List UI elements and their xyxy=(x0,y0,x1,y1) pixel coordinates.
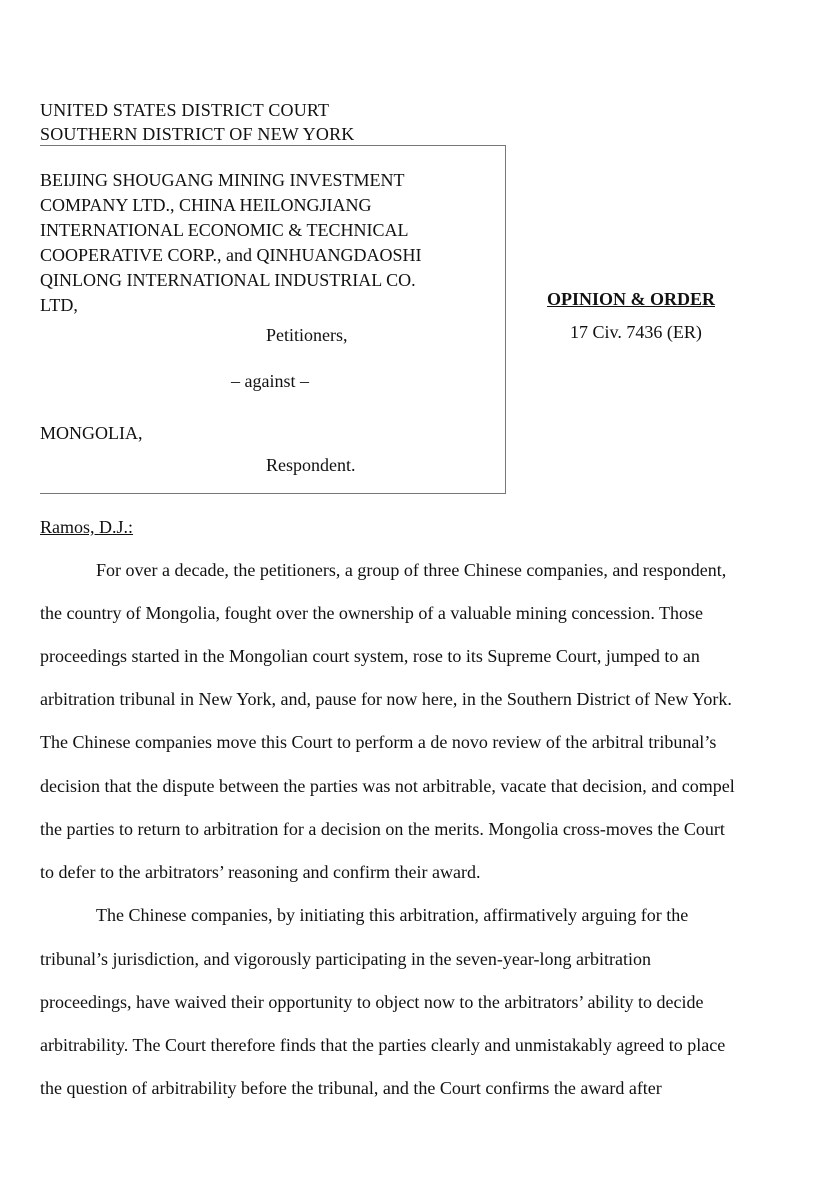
body-line: proceedings started in the Mongolian court system, rose to its Supreme Court, jumped to an xyxy=(40,646,700,666)
body-line: arbitrability. The Court therefore finds that the parties clearly and unmistakably agreed to place xyxy=(40,1035,726,1055)
body-line: proceedings, have waived their opportunity to object now to the arbitrators’ ability to decide xyxy=(40,992,704,1012)
court-name: UNITED STATES DISTRICT COURT xyxy=(40,100,330,120)
petitioner-line: INTERNATIONAL ECONOMIC & TECHNICAL xyxy=(40,220,409,240)
body-line: The Chinese companies, by initiating this arbitration, affirmatively arguing for the xyxy=(96,905,689,925)
petitioner-names xyxy=(40,168,480,318)
body-line: arbitration tribunal in New York, and, pause for now here, in the Southern District of New York. xyxy=(40,689,732,709)
petitioner-line: LTD, xyxy=(40,295,78,315)
petitioner-line: COMPANY LTD., CHINA HEILONGJIANG xyxy=(40,195,372,215)
body-line: For over a decade, the petitioners, a group of three Chinese companies, and respondent, xyxy=(96,560,727,580)
body-line: decision that the dispute between the parties was not arbitrable, vacate that decision, and compel xyxy=(40,776,735,796)
body-line: The Chinese companies move this Court to perform a de novo review of the arbitral tribunal’s xyxy=(40,732,717,752)
petitioner-line: COOPERATIVE CORP., and QINHUANGDAOSHI xyxy=(40,245,422,265)
judge-name: Ramos, D.J.: xyxy=(40,517,134,537)
petitioners-label: Petitioners, xyxy=(266,325,348,345)
body-line: the country of Mongolia, fought over the ownership of a valuable mining concession. Those xyxy=(40,603,704,623)
opinion-title: OPINION & ORDER xyxy=(547,289,716,309)
docket-number: 17 Civ. 7436 (ER) xyxy=(570,322,702,342)
petitioner-line: BEIJING SHOUGANG MINING INVESTMENT xyxy=(40,170,405,190)
respondent-label: Respondent. xyxy=(266,455,356,475)
court-district: SOUTHERN DISTRICT OF NEW YORK xyxy=(40,124,355,144)
respondent-name: MONGOLIA, xyxy=(40,423,143,443)
body-line: to defer to the arbitrators’ reasoning and confirm their award. xyxy=(40,862,481,882)
body-line: the question of arbitrability before the tribunal, and the Court confirms the award after xyxy=(40,1078,662,1098)
body-line: tribunal’s jurisdiction, and vigorously participating in the seven-year-long arbitration xyxy=(40,949,651,969)
body-line: the parties to return to arbitration for a decision on the merits. Mongolia cross-moves the Court xyxy=(40,819,725,839)
petitioner-line: QINLONG INTERNATIONAL INDUSTRIAL CO. xyxy=(40,270,416,290)
against-label: – against – xyxy=(231,371,309,391)
